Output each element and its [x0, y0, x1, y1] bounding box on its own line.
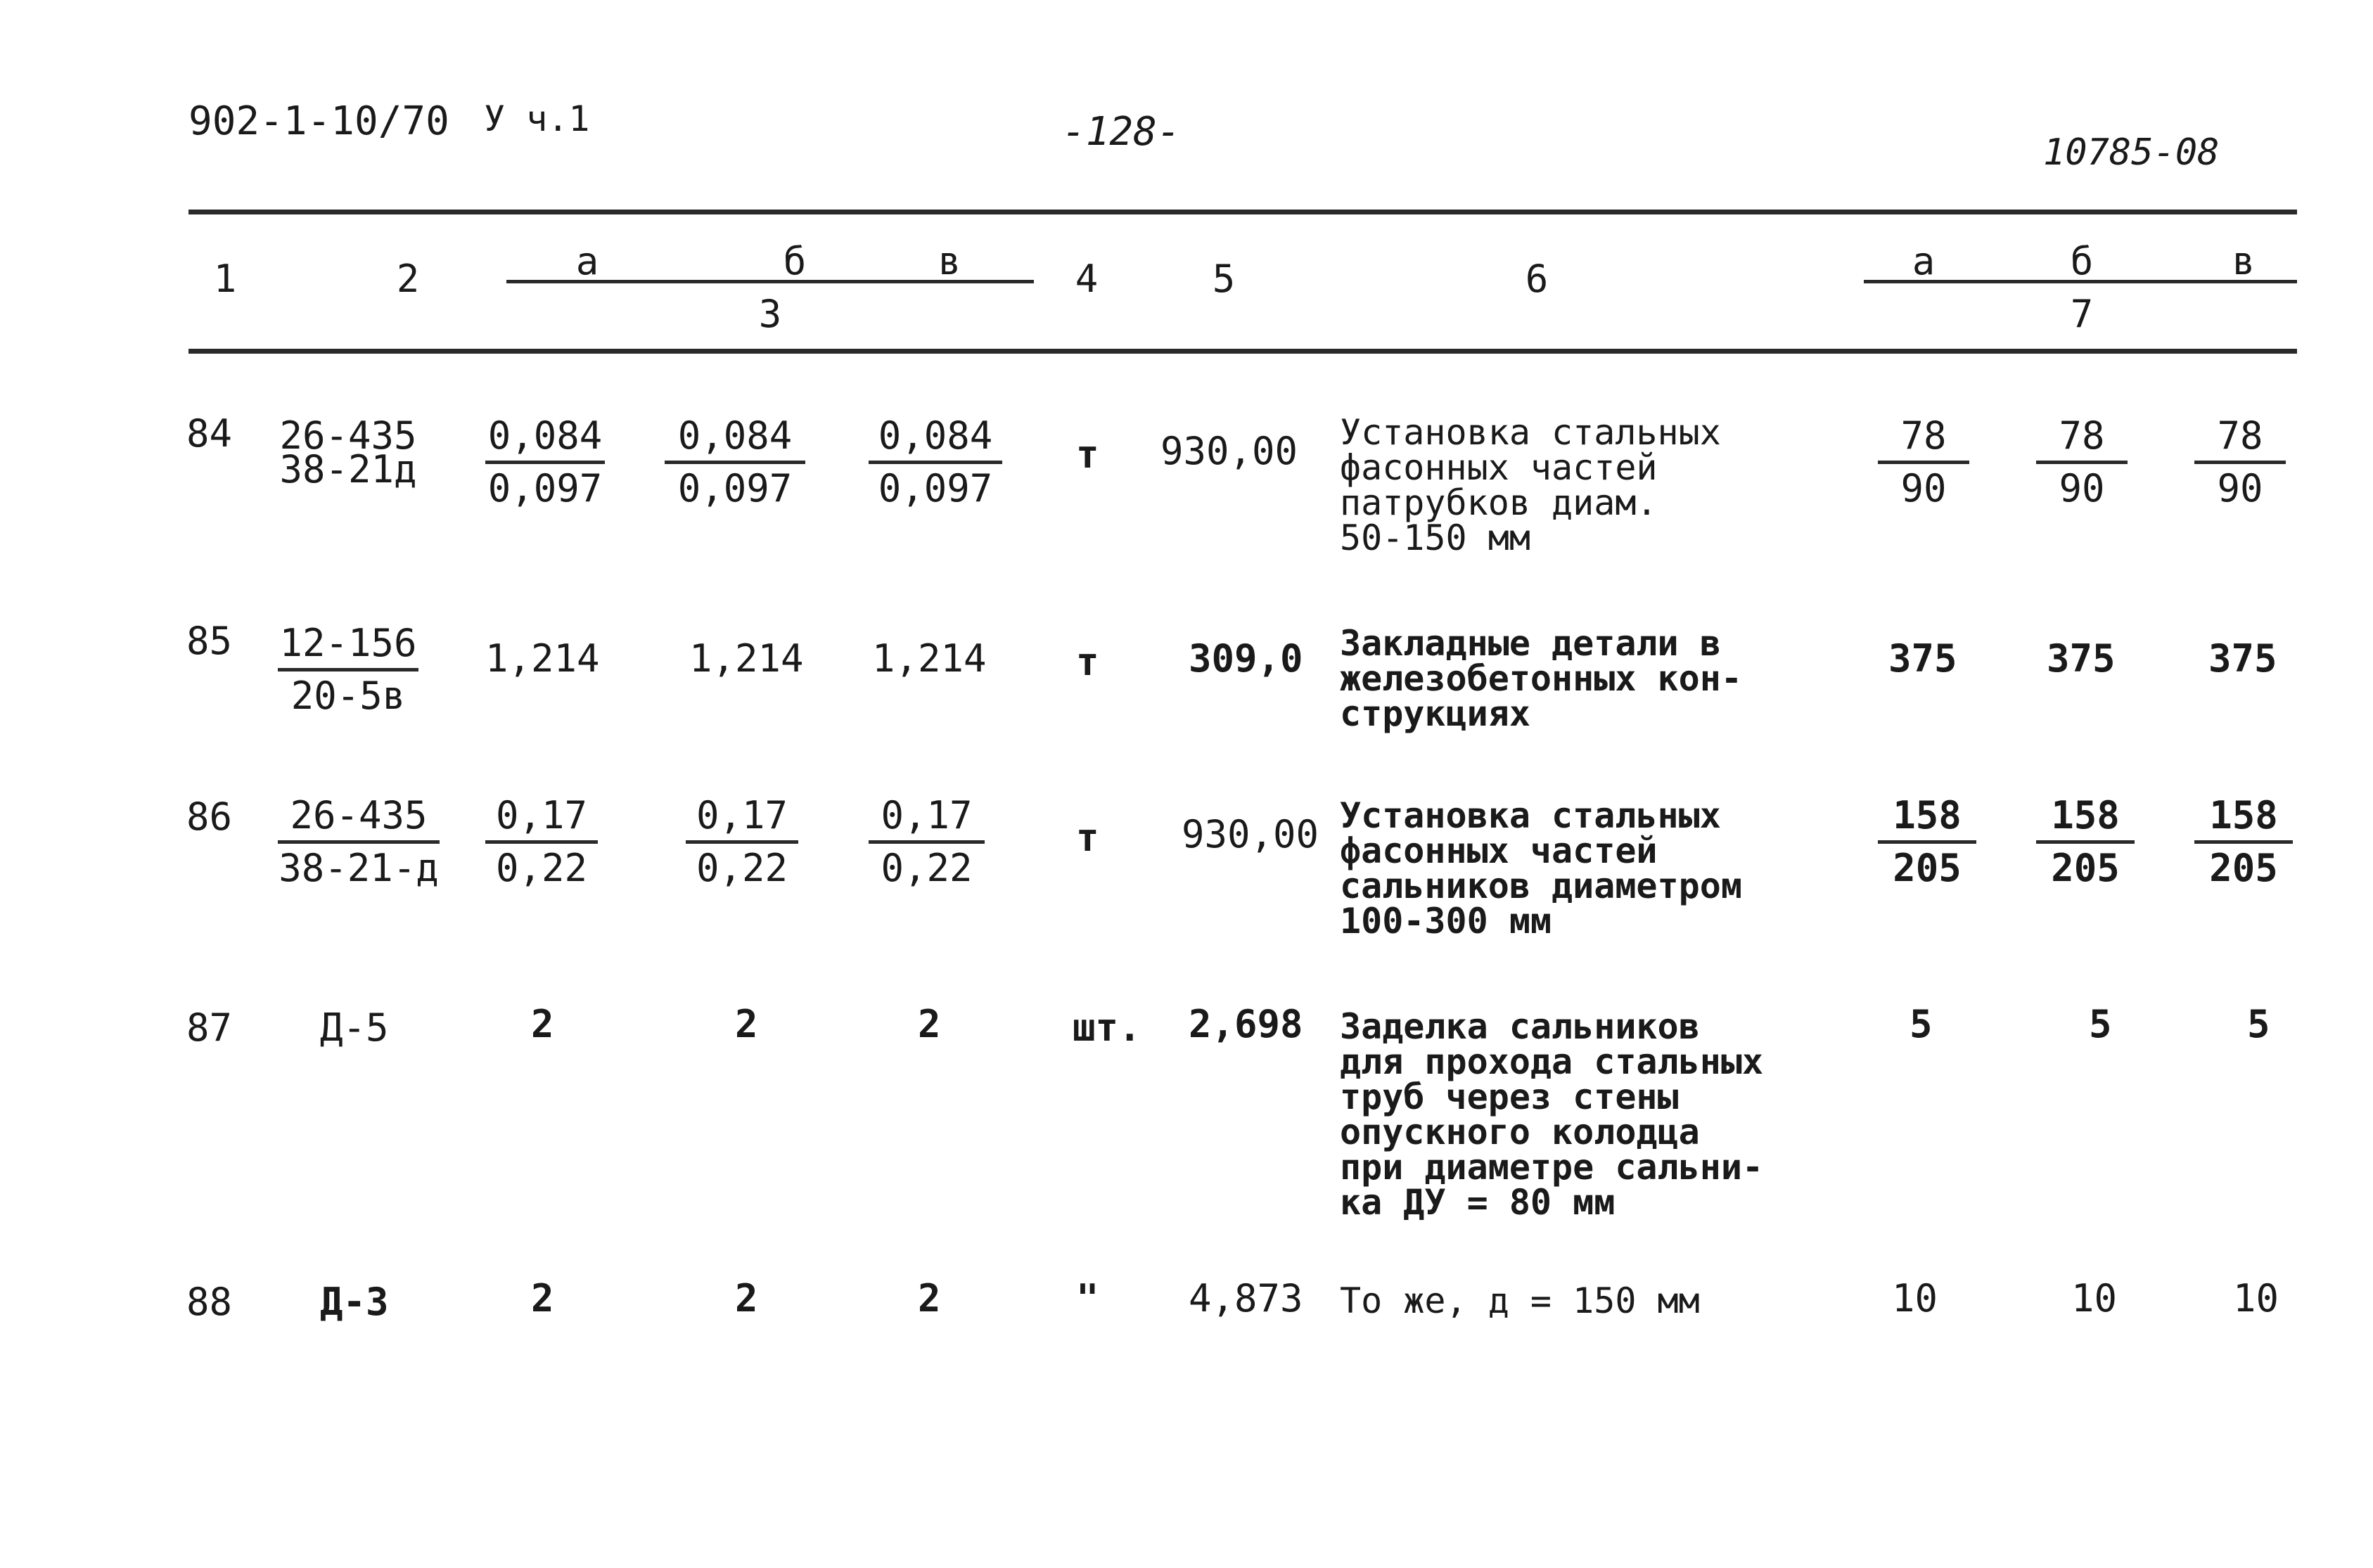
description: Установка стальных фасонных частей сальников диаметром 100-300 мм — [1340, 795, 1742, 942]
value-7a-bottom: 90 — [1900, 466, 1947, 510]
row-code — [278, 791, 440, 893]
unit: т — [1076, 640, 1099, 684]
row-code-bottom: 38-21д — [279, 447, 417, 491]
description: Установка стальных фасонных частей патрубков диам. 50-150 мм — [1340, 412, 1721, 558]
value-7b: 375 — [2047, 636, 2116, 681]
value-3a-top: 0,17 — [485, 791, 598, 844]
value-7a — [1878, 791, 1976, 893]
value-3c-top: 0,084 — [869, 411, 1002, 464]
value-3a-bottom: 0,097 — [487, 466, 603, 510]
value-3b-bottom: 0,22 — [696, 846, 788, 890]
col-header-3a: а — [575, 239, 599, 283]
value-7c-top: 78 — [2194, 411, 2286, 464]
header-bottom-rule — [188, 349, 2297, 354]
sheet-label: У ч.1 — [484, 98, 590, 139]
value-3c: 1,214 — [872, 636, 987, 681]
value-7b: 5 — [2089, 1002, 2112, 1046]
value-7c — [2194, 411, 2286, 513]
description: То же, д = 150 мм — [1340, 1280, 1700, 1321]
col-header-3: 3 — [758, 292, 782, 336]
archive-number: 10785-08 — [2043, 131, 2220, 174]
page-number: -128- — [1062, 109, 1181, 155]
value-7c-top: 158 — [2194, 791, 2293, 844]
row-number: 87 — [186, 1005, 233, 1050]
document-code: 902-1-10/70 — [188, 98, 449, 144]
unit: т — [1076, 432, 1099, 477]
price: 930,00 — [1182, 812, 1319, 856]
value-3c-top: 0,17 — [869, 791, 985, 844]
col-header-4: 4 — [1075, 257, 1099, 301]
value-3c: 2 — [918, 1276, 941, 1320]
value-3b: 2 — [735, 1276, 758, 1320]
value-3b-bottom: 0,097 — [677, 466, 793, 510]
row-code: Д-5 — [320, 1005, 389, 1050]
unit: " — [1076, 1276, 1099, 1320]
value-3b-top: 0,17 — [686, 791, 798, 844]
col-header-7a: а — [1912, 239, 1936, 283]
value-7c-bottom: 90 — [2217, 466, 2263, 510]
row-number: 86 — [186, 795, 233, 839]
value-3a — [485, 791, 598, 893]
value-3c — [869, 411, 1002, 513]
unit: т — [1076, 816, 1099, 860]
value-3c-bottom: 0,22 — [881, 846, 973, 890]
value-7a: 5 — [1910, 1002, 1933, 1046]
col-header-6: 6 — [1525, 257, 1549, 301]
value-3b — [686, 791, 798, 893]
value-7b — [2036, 411, 2128, 513]
value-3b-top: 0,084 — [665, 411, 805, 464]
value-3b: 2 — [735, 1002, 758, 1046]
value-7b: 10 — [2071, 1276, 2118, 1320]
price: 930,00 — [1160, 429, 1298, 473]
row-code-bottom: 38-21-д — [279, 846, 439, 890]
value-3a-top: 0,084 — [485, 411, 605, 464]
value-7c-bottom: 205 — [2209, 846, 2278, 890]
top-rule — [188, 210, 2297, 214]
price: 309,0 — [1189, 636, 1303, 681]
row-code — [278, 411, 418, 494]
row-code-bottom: 20-5в — [290, 674, 406, 718]
col-header-2: 2 — [396, 257, 420, 301]
value-3b: 1,214 — [689, 636, 804, 681]
value-7a-top: 158 — [1878, 791, 1976, 844]
row-number: 88 — [186, 1280, 233, 1324]
value-7a: 375 — [1888, 636, 1957, 681]
row-code-top: 12-156 — [278, 619, 418, 671]
col-header-1: 1 — [213, 257, 237, 301]
col-header-3c: в — [938, 239, 961, 283]
value-3a: 2 — [531, 1276, 554, 1320]
value-7a: 10 — [1892, 1276, 1938, 1320]
col-header-7c: в — [2232, 239, 2256, 283]
row-number: 84 — [186, 411, 233, 456]
value-3a — [485, 411, 605, 513]
value-3c: 2 — [918, 1002, 941, 1046]
col-header-3b: б — [783, 239, 807, 283]
value-7c: 5 — [2247, 1002, 2270, 1046]
unit: шт. — [1073, 1005, 1141, 1050]
value-3a: 1,214 — [485, 636, 600, 681]
value-7a-top: 78 — [1878, 411, 1969, 464]
value-7a — [1878, 411, 1969, 513]
value-7c — [2194, 791, 2293, 893]
value-3b — [665, 411, 805, 513]
row-code: Д-3 — [320, 1280, 389, 1324]
row-number: 85 — [186, 619, 233, 663]
row-code-top: 26-435 — [279, 413, 417, 458]
value-7b-bottom: 205 — [2051, 846, 2120, 890]
col-header-7: 7 — [2070, 292, 2094, 336]
value-7b-bottom: 90 — [2059, 466, 2105, 510]
value-7a-bottom: 205 — [1893, 846, 1962, 890]
price: 4,873 — [1189, 1276, 1303, 1320]
value-7c: 10 — [2233, 1276, 2279, 1320]
col-header-5: 5 — [1212, 257, 1236, 301]
row-code — [278, 619, 418, 721]
value-3c — [869, 791, 985, 893]
description: Закладные детали в железобетонных кон- струкциях — [1340, 623, 1742, 734]
value-3a-bottom: 0,22 — [495, 846, 588, 890]
row-code-top: 26-435 — [278, 791, 440, 844]
value-7b-top: 158 — [2036, 791, 2135, 844]
value-3c-bottom: 0,097 — [878, 466, 993, 510]
value-7b-top: 78 — [2036, 411, 2128, 464]
description: Заделка сальников для прохода стальных труб через стены опускного колодца при диаметре сальни- ка ДУ = 80 мм — [1340, 1006, 1764, 1223]
value-7c: 375 — [2208, 636, 2277, 681]
value-7b — [2036, 791, 2135, 893]
price: 2,698 — [1189, 1002, 1303, 1046]
value-3a: 2 — [531, 1002, 554, 1046]
col-header-7b: б — [2070, 239, 2094, 283]
